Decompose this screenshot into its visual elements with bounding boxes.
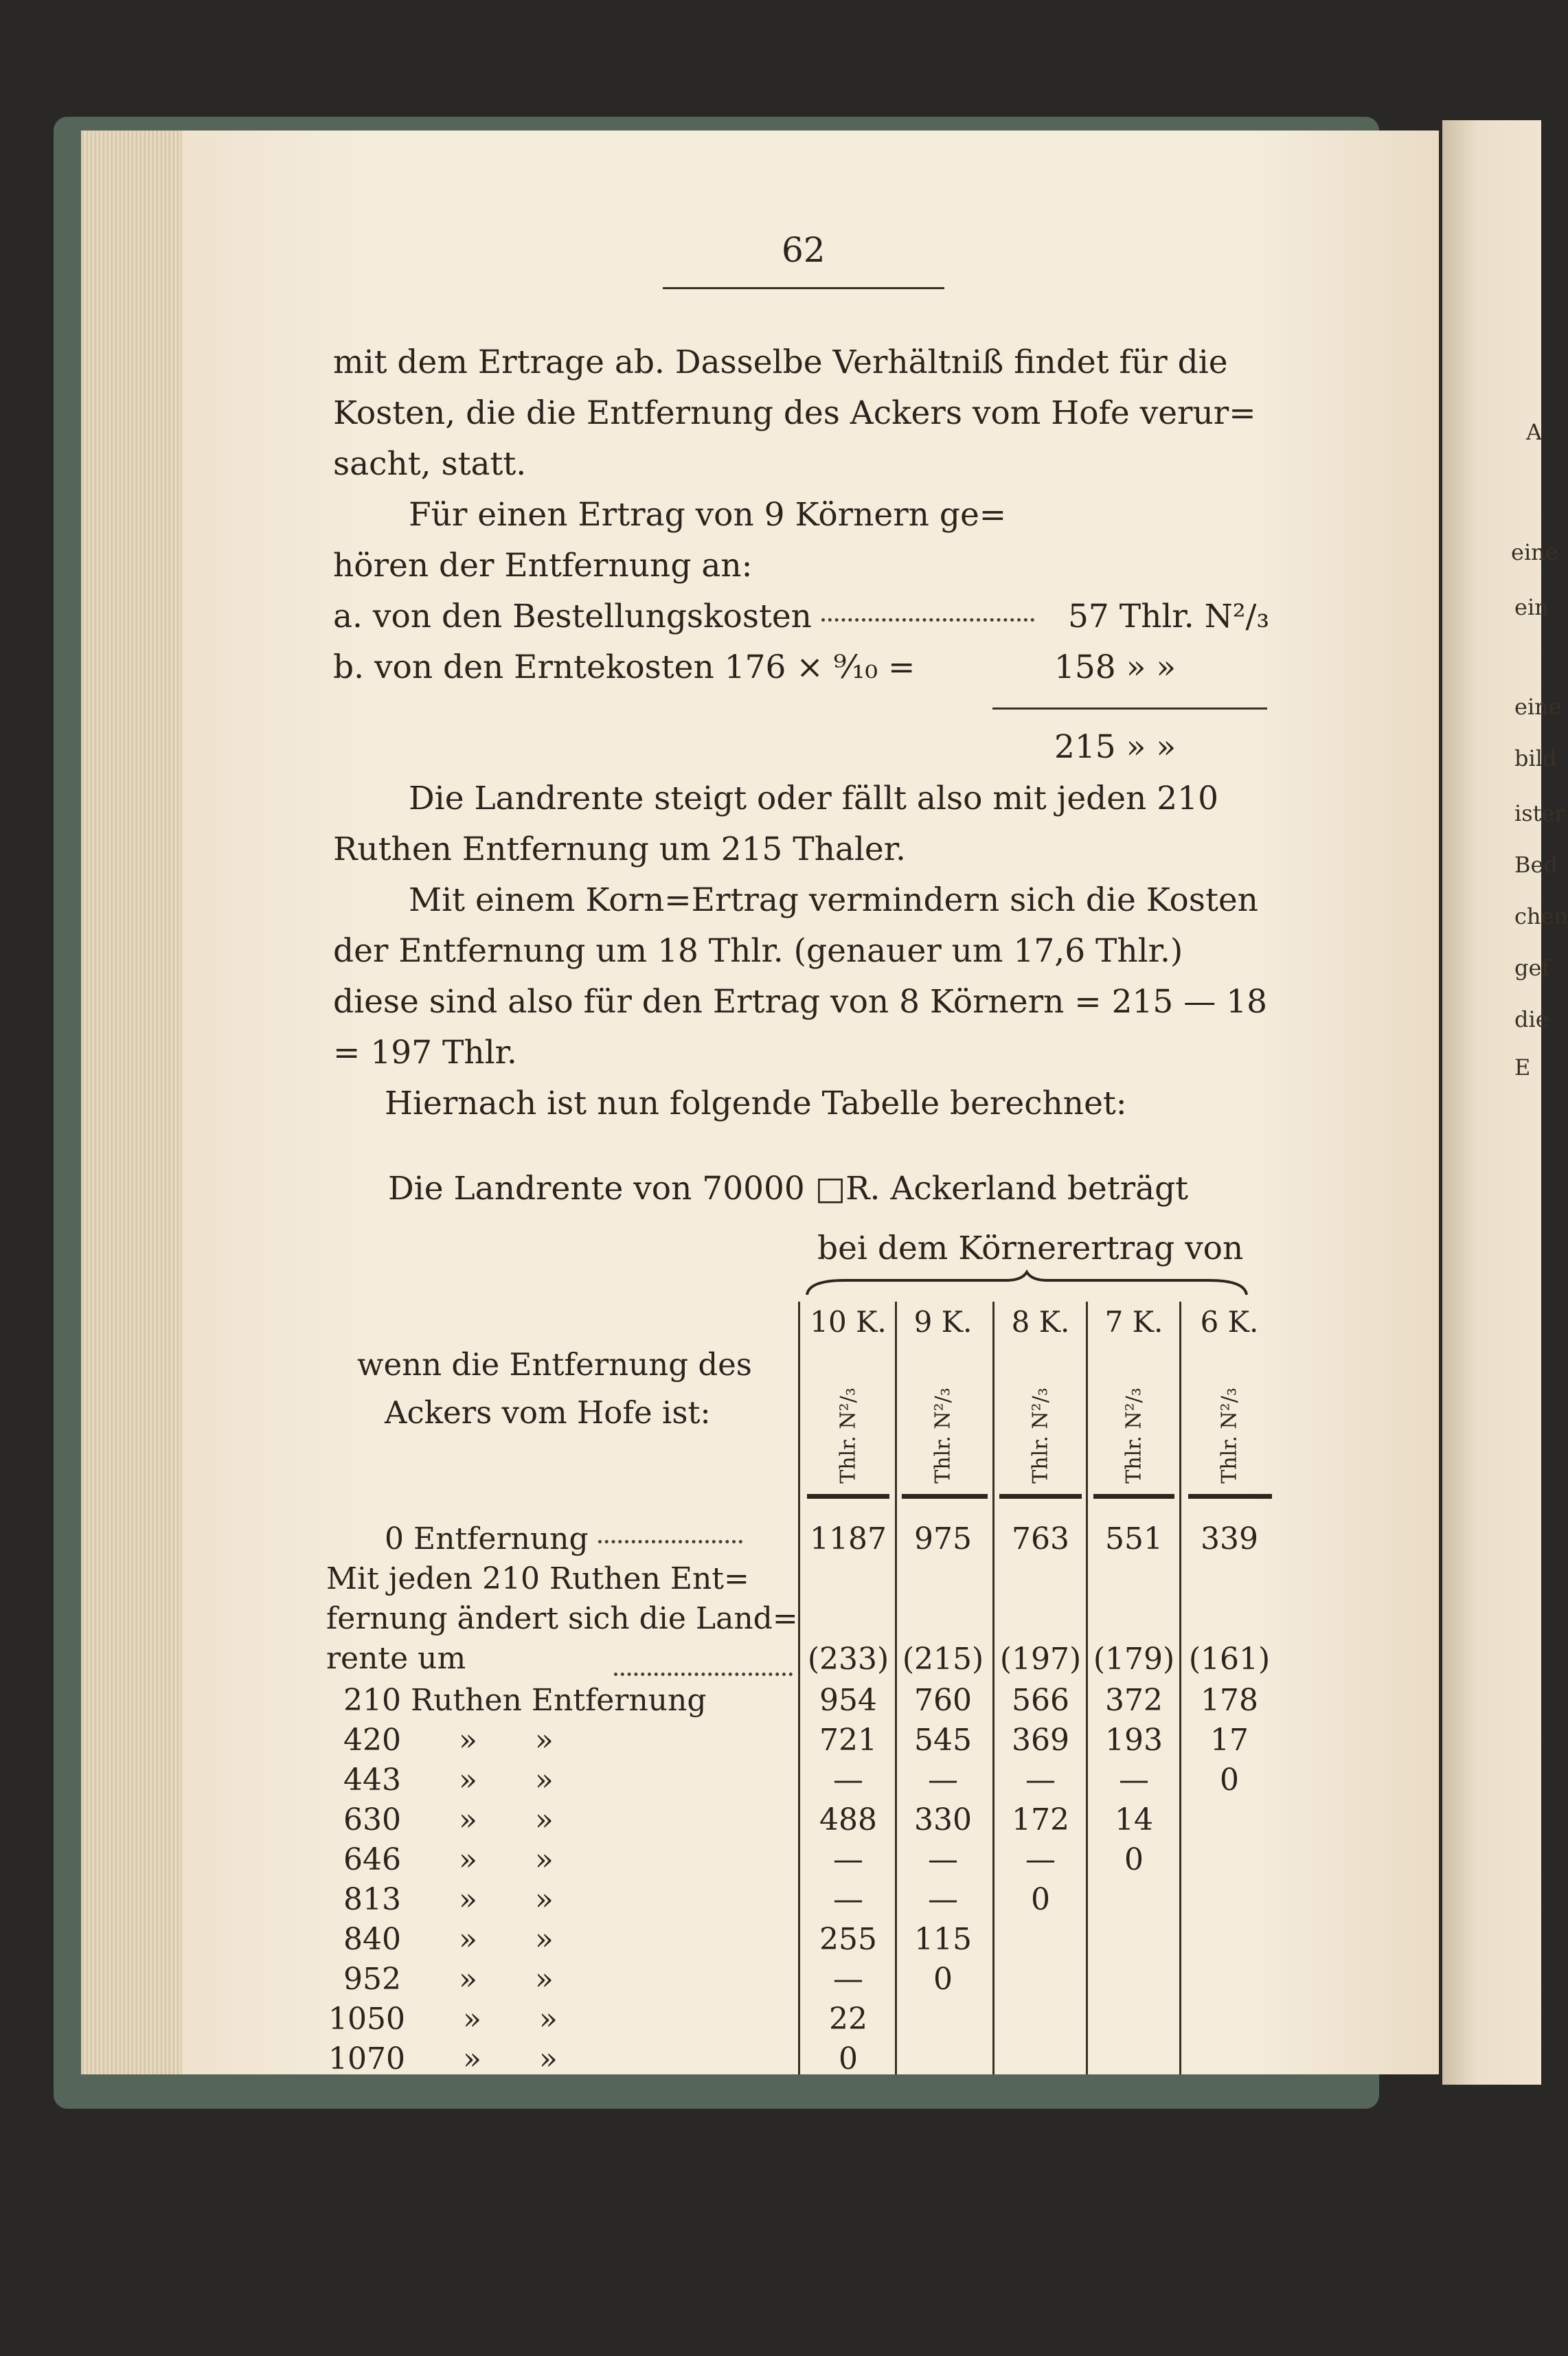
next-page-text: eine bbox=[1511, 539, 1558, 565]
table-cell: 172 bbox=[1012, 1802, 1069, 1837]
paragraph-line-7: Hiernach ist nun folgende Tabelle berechnet: bbox=[385, 1085, 1127, 1122]
column-unit: Thlr. N²/₃ bbox=[1028, 1387, 1053, 1484]
table-cell: — bbox=[928, 1763, 958, 1798]
cost-item-a bbox=[333, 598, 1044, 635]
row-label-11: 1070 » » bbox=[328, 2041, 558, 2076]
row-label-10: 1050 » » bbox=[328, 2002, 558, 2037]
table-cell: (179) bbox=[1093, 1642, 1175, 1677]
table-cell: (215) bbox=[902, 1642, 984, 1677]
cost-item-a-label: a. von den Bestellungskosten bbox=[333, 598, 812, 635]
paragraph-line-4: der Entfernung um 18 Thlr. (genauer um 17,6 Thlr.) bbox=[333, 932, 1183, 970]
table-cell: 178 bbox=[1201, 1683, 1258, 1718]
table-cell: 566 bbox=[1012, 1683, 1069, 1718]
header-underline bbox=[807, 1494, 889, 1499]
column-header: 8 K. bbox=[1011, 1305, 1070, 1339]
next-page-text: Bed bbox=[1514, 852, 1558, 878]
row-label-6: 646 » » bbox=[343, 1842, 554, 1877]
table-cell: 115 bbox=[914, 1922, 972, 1957]
table-cell: 0 bbox=[839, 2041, 858, 2076]
paragraph-line-5: diese sind also für den Ertrag von 8 Körnern = 215 — 18 bbox=[333, 983, 1268, 1021]
table-cell: (233) bbox=[807, 1642, 889, 1677]
column-divider bbox=[798, 1302, 800, 2074]
next-page-text: A bbox=[1526, 419, 1543, 445]
next-page-text: ister bbox=[1514, 800, 1565, 826]
table-cell: 372 bbox=[1105, 1683, 1163, 1718]
dot-leader bbox=[614, 1673, 793, 1676]
next-page-text: die bbox=[1514, 1006, 1549, 1032]
table-cell: — bbox=[928, 1842, 958, 1877]
row-label-9: 952 » » bbox=[343, 1962, 554, 1997]
table-cell: 488 bbox=[819, 1802, 877, 1837]
table-cell: 17 bbox=[1210, 1723, 1249, 1758]
header-underline bbox=[999, 1494, 1082, 1499]
table-cell: — bbox=[1025, 1842, 1056, 1877]
intro-line-2: Kosten, die die Entfernung des Ackers vom Hofe verur= bbox=[333, 394, 1256, 432]
column-divider bbox=[1179, 1302, 1181, 2074]
column-unit: Thlr. N²/₃ bbox=[836, 1387, 861, 1484]
column-header: 10 K. bbox=[810, 1305, 887, 1339]
row-label-3: 420 » » bbox=[343, 1723, 554, 1758]
header-underline bbox=[1093, 1494, 1174, 1499]
row-label-2: 210 Ruthen Entfernung bbox=[343, 1683, 707, 1718]
table-cell: 255 bbox=[819, 1922, 877, 1957]
table-title: Die Landrente von 70000 □R. Ackerland beträgt bbox=[388, 1170, 1189, 1208]
header-rule bbox=[663, 287, 944, 289]
page-number: 62 bbox=[782, 230, 826, 270]
table-cell: 22 bbox=[829, 2002, 867, 2037]
next-page-text: gef bbox=[1514, 955, 1550, 981]
next-page-text: bild bbox=[1514, 745, 1557, 771]
column-brace bbox=[804, 1271, 1250, 1298]
table-cell: 339 bbox=[1201, 1521, 1258, 1556]
table-cell: 0 bbox=[1220, 1763, 1239, 1798]
table-cell: — bbox=[1119, 1763, 1149, 1798]
row-label-5: 630 » » bbox=[343, 1802, 554, 1837]
table-cell: 975 bbox=[914, 1521, 972, 1556]
column-header: 7 K. bbox=[1104, 1305, 1163, 1339]
paragraph-line-6: = 197 Thlr. bbox=[333, 1034, 517, 1072]
table-cell: 763 bbox=[1012, 1521, 1069, 1556]
cost-item-b-label: b. von den Erntekosten 176 × ⁹⁄₁₀ = bbox=[333, 648, 916, 686]
next-page-text: eine bbox=[1514, 694, 1562, 720]
table-cell: 193 bbox=[1105, 1723, 1163, 1758]
table-cell: 551 bbox=[1105, 1521, 1163, 1556]
dot-leader bbox=[821, 618, 1034, 622]
table-cell: — bbox=[833, 1842, 863, 1877]
column-header: 9 K. bbox=[913, 1305, 973, 1339]
paragraph-line-3: Mit einem Korn=Ertrag vermindern sich die Kosten bbox=[409, 881, 1258, 919]
row-header-line-2: Ackers vom Hofe ist: bbox=[385, 1394, 711, 1431]
column-divider bbox=[895, 1302, 897, 2074]
next-page-text: E bbox=[1514, 1054, 1531, 1080]
intro-line-4: Für einen Ertrag von 9 Körnern ge= bbox=[409, 496, 1007, 534]
table-cell: — bbox=[833, 1882, 863, 1917]
next-page-edge bbox=[1442, 120, 1541, 2085]
table-cell: 0 bbox=[1031, 1882, 1050, 1917]
table-subtitle: bei dem Körnerertrag von bbox=[817, 1230, 1244, 1267]
table-cell: (161) bbox=[1188, 1642, 1271, 1677]
table-cell: — bbox=[833, 1962, 863, 1997]
table-cell: (197) bbox=[999, 1642, 1082, 1677]
header-underline bbox=[1188, 1494, 1272, 1499]
table-cell: 954 bbox=[819, 1683, 877, 1718]
column-unit: Thlr. N²/₃ bbox=[1122, 1387, 1146, 1484]
paragraph-line-1: Die Landrente steigt oder fällt also mit jeden 210 bbox=[409, 780, 1218, 817]
next-page-text: chen bbox=[1514, 903, 1568, 929]
table-cell: 14 bbox=[1115, 1802, 1153, 1837]
column-divider bbox=[992, 1302, 995, 2074]
table-cell: — bbox=[1025, 1763, 1056, 1798]
dot-leader bbox=[598, 1540, 742, 1543]
table-cell: 0 bbox=[933, 1962, 953, 1997]
table-cell: 545 bbox=[914, 1723, 972, 1758]
row-label-8: 840 » » bbox=[343, 1922, 554, 1957]
table-cell: 721 bbox=[819, 1723, 877, 1758]
paragraph-line-2: Ruthen Entfernung um 215 Thaler. bbox=[333, 830, 906, 868]
row-label-0 bbox=[385, 1521, 752, 1556]
row-label-7: 813 » » bbox=[343, 1882, 554, 1917]
cost-item-b-value: 158 » » bbox=[1054, 648, 1177, 686]
table-cell: 0 bbox=[1124, 1842, 1144, 1877]
table-cell: 1187 bbox=[810, 1521, 887, 1556]
intro-line-5: hören der Entfernung an: bbox=[333, 547, 753, 585]
row-label-4: 443 » » bbox=[343, 1763, 554, 1798]
intro-line-3: sacht, statt. bbox=[333, 445, 527, 483]
row-label-change: Mit jeden 210 Ruthen Ent= fernung ändert sich die Land= rente um bbox=[326, 1561, 798, 1676]
next-page-text: ein bbox=[1514, 594, 1549, 620]
table-cell: — bbox=[833, 1763, 863, 1798]
column-unit: Thlr. N²/₃ bbox=[1217, 1387, 1242, 1484]
column-header: 6 K. bbox=[1200, 1305, 1259, 1339]
table-cell: 760 bbox=[914, 1683, 972, 1718]
cost-item-a-value: 57 Thlr. N²/₃ bbox=[1068, 598, 1270, 635]
intro-line-1: mit dem Ertrage ab. Dasselbe Verhältniß findet für die bbox=[333, 343, 1228, 381]
row-label-0-text: 0 Entfernung bbox=[385, 1521, 589, 1556]
column-divider bbox=[1086, 1302, 1088, 2074]
sum-rule bbox=[992, 707, 1267, 710]
table-cell: 330 bbox=[914, 1802, 972, 1837]
table-cell: 369 bbox=[1012, 1723, 1069, 1758]
table-cell: — bbox=[928, 1882, 958, 1917]
page-edges bbox=[81, 131, 198, 2074]
row-header-line-1: wenn die Entfernung des bbox=[357, 1346, 752, 1383]
header-underline bbox=[902, 1494, 988, 1499]
cost-total: 215 » » bbox=[1054, 728, 1177, 766]
column-unit: Thlr. N²/₃ bbox=[931, 1387, 955, 1484]
